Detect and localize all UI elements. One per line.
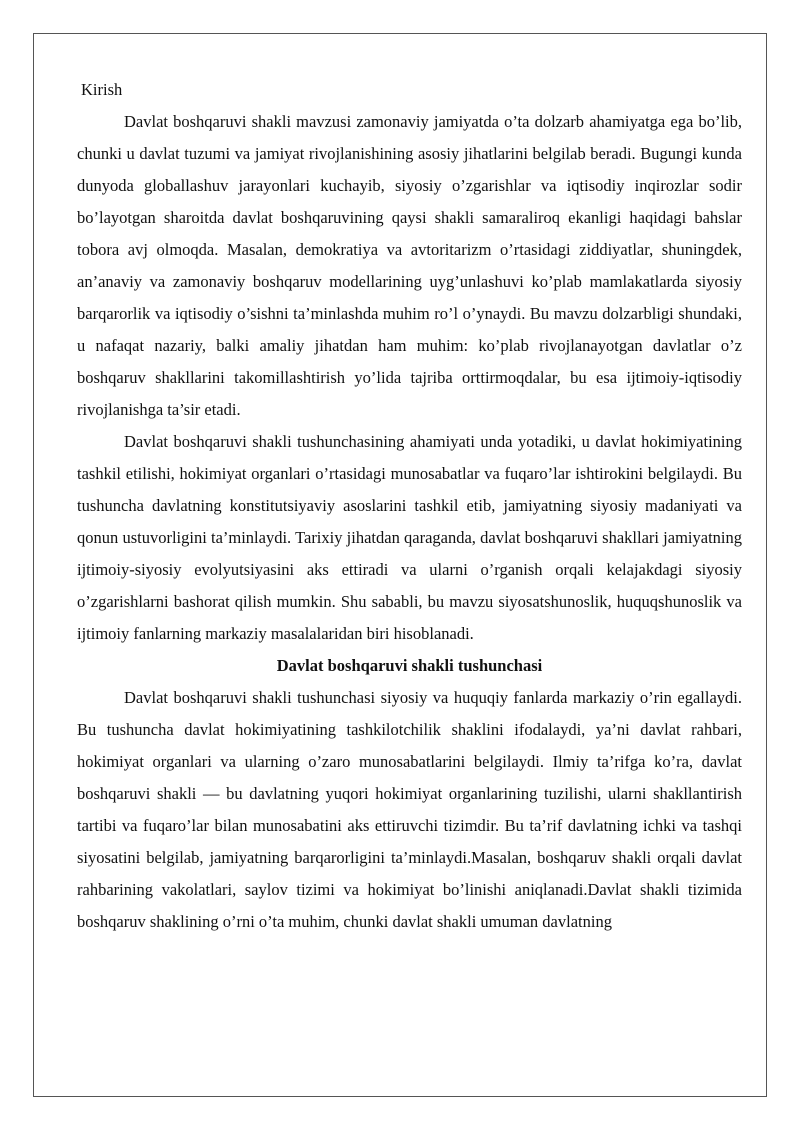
section-heading: Davlat boshqaruvi shakli tushunchasi <box>276 656 543 675</box>
section-paragraph-1: Davlat boshqaruvi shakli tushunchasi siyosiy va huquqiy fanlarda markaziy o’rin egallaydi. Bu tushuncha davlat hokimiyatining tashkilotchilik shaklini ifodalaydi, ya’ni davlat rahbari, hokimiyat organlari va ularning o’zaro munosabatlarini belgilaydi. Ilmiy ta’rifga ko’ra, davlat boshqaruvi shakli — bu davlatning yuqori hokimiyat organlarining tuzilishi, ularni shakllantirish tartibi va fuqaro’lar bilan munosabatini aks ettiruvchi tizimdir. Bu ta’rif davlatning ichki va tashqi siyosatini belgilab, jamiyatning barqarorligini ta’minlaydi.Masalan, boshqaruv shakli orqali davlat rahbarining vakolatlari, saylov tizimi va hokimiyat bo’linishi aniqlanadi.Davlat shakli tizimida boshqaruv shaklining o’rni o’ta muhim, chunki davlat shakli umuman davlatning <box>77 688 742 931</box>
intro-paragraph-2: Davlat boshqaruvi shakli tushunchasining ahamiyati unda yotadiki, u davlat hokimiyatining tashkil etilishi, hokimiyat organlari o’rtasidagi munosabatlar va fuqaro’lar ishtirokini belgilaydi. Bu tushuncha davlatning konstitutsiyaviy asoslarini tashkil etib, jamiyatning siyosiy madaniyati va qonun ustuvorligini ta’minlaydi. Tarixiy jihatdan qaraganda, davlat boshqaruvi shakllari jamiyatning ijtimoiy-siyosiy evolyutsiyasini aks ettiradi va ularni o’rganish orqali kelajakdagi siyosiy o’zgarishlarni bashorat qilish mumkin. Shu sababli, bu mavzu siyosatshunoslik, huquqshunoslik va ijtimoiy fanlarning markaziy masalalaridan biri hisoblanadi. <box>77 432 742 643</box>
intro-paragraph-1: Davlat boshqaruvi shakli mavzusi zamonaviy jamiyatda o’ta dolzarb ahamiyatga ega bo’lib, chunki u davlat tuzumi va jamiyat rivojlanishining asosiy jihatlarini belgilab beradi. Bugungi kunda dunyoda globallashuv jarayonlari kuchayib, siyosiy o’zgarishlar va iqtisodiy inqirozlar sodir bo’layotgan sharoitda davlat boshqaruvining qaysi shakli samaraliroq ekanligi haqidagi bahslar tobora avj olmoqda. Masalan, demokratiya va avtoritarizm o’rtasidagi ziddiyatlar, shuningdek, an’anaviy va zamonaviy boshqaruv modellarining uyg’unlashuvi ko’plab mamlakatlarda siyosiy barqarorlik va iqtisodiy o’sishni ta’minlashda muhim ro’l o’ynaydi. Bu mavzu dolzarbligi shundaki, u nafaqat nazariy, balki amaliy jihatdan ham muhim: ko’plab rivojlanayotgan davlatlar o’z boshqaruv shakllarini takomillashtirish yo’lida tajriba orttirmoqdalar, bu esa ijtimoiy-iqtisodiy rivojlanishga ta’sir etadi. <box>77 112 742 419</box>
document-body <box>77 74 742 938</box>
intro-heading: Kirish <box>81 80 123 99</box>
